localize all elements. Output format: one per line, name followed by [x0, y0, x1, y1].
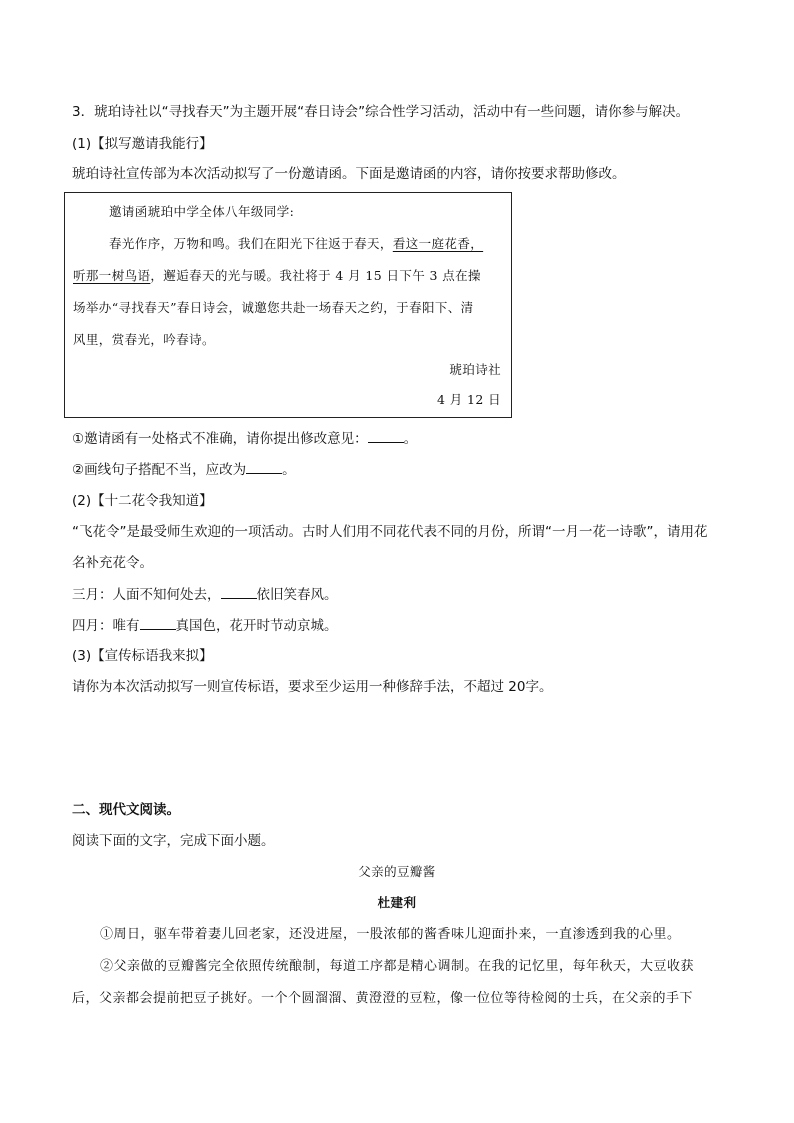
april-end: 真国色，花开时节动京城。	[175, 618, 338, 634]
answer-blank-march[interactable]	[221, 584, 257, 599]
item-2	[72, 459, 296, 480]
article-paragraph-1: ①周日，驱车带着妻儿回老家，还没进屋，一股浓郁的酱香味儿迎面扑来，一直渗透到我的心里。	[100, 927, 681, 942]
part1-title: (1)【拟写邀请我能行】	[72, 136, 213, 152]
april-prompt: 四月：唯有	[72, 618, 140, 634]
item-1	[72, 428, 417, 449]
underlined-sentence-part-1: 看这一庭花香，	[392, 236, 484, 251]
underlined-sentence-part-2: 听那一树鸟语	[73, 268, 151, 283]
part2-description-1: “飞花令”是最受师生欢迎的一项活动。古时人们用不同花代表不同的月份，所谓“一月一花一诗歌”，请用花	[72, 524, 708, 540]
letter-line-2	[109, 235, 483, 253]
letter-signature: 琥珀诗社	[449, 362, 501, 377]
letter-line-3	[73, 267, 481, 285]
letter-line-2-text: 春光作序，万物和鸣。我们在阳光下往返于春天，	[109, 236, 393, 251]
answer-blank-april[interactable]	[140, 615, 176, 630]
item-2-prompt: ②画线句子搭配不当，应改为	[72, 462, 247, 478]
part3-description: 请你为本次活动拟写一则宣传标语，要求至少运用一种修辞手法，不超过 20字。	[72, 679, 553, 695]
part2-description-2: 名补充花令。	[72, 555, 153, 571]
invitation-letter-box	[64, 192, 512, 418]
question-3-intro: 3．琥珀诗社以“寻找春天”为主题开展“春日诗会”综合性学习活动，活动中有一些问题，请你参与解决。	[72, 104, 690, 120]
letter-line-3-text: ，邂逅春天的光与暖。我社将于 4 月 15 日下午 3 点在操	[150, 268, 481, 283]
letter-line-1: 邀请函琥珀中学全体八年级同学:	[109, 204, 295, 219]
letter-line-4: 场举办“寻找春天”春日诗会，诚邀您共赴一场春天之约，于春阳下、清	[73, 300, 474, 315]
answer-blank-2[interactable]	[246, 459, 282, 474]
part1-description: 琥珀诗社宣传部为本次活动拟写了一份邀请函。下面是邀请函的内容，请你按要求帮助修改。	[72, 166, 626, 182]
article-title: 父亲的豆瓣酱	[358, 864, 436, 879]
letter-date: 4 月 12 日	[437, 392, 501, 407]
march-end: 依旧笑春风。	[256, 587, 338, 603]
article-author: 杜建利	[377, 895, 417, 910]
item-1-prompt: ①邀请函有一处格式不准确，请你提出修改意见：	[72, 431, 368, 447]
march-prompt: 三月：人面不知何处去，	[72, 587, 221, 603]
item-2-end: 。	[282, 462, 296, 478]
part3-title: (3)【宣传标语我来拟】	[72, 648, 213, 664]
part2-title: (2)【十二花令我知道】	[72, 493, 213, 509]
answer-blank-1[interactable]	[368, 428, 404, 443]
march-flower-line	[72, 584, 338, 605]
letter-line-5: 风里，赏春光，吟春诗。	[73, 332, 215, 347]
april-flower-line	[72, 615, 338, 636]
article-paragraph-2-line-1: ②父亲做的豆瓣酱完全依照传统酿制，每道工序都是精心调制。在我的记忆里，每年秋天，大豆收获	[100, 959, 695, 974]
article-paragraph-2-line-2: 后，父亲都会提前把豆子挑好。一个个圆溜溜、黄澄澄的豆粒，像一位位等待检阅的士兵，在父亲的手下	[72, 991, 694, 1006]
section-2-heading: 二、现代文阅读。	[72, 802, 180, 818]
item-1-end: 。	[403, 431, 418, 447]
section-2-instruction: 阅读下面的文字，完成下面小题。	[72, 833, 275, 849]
